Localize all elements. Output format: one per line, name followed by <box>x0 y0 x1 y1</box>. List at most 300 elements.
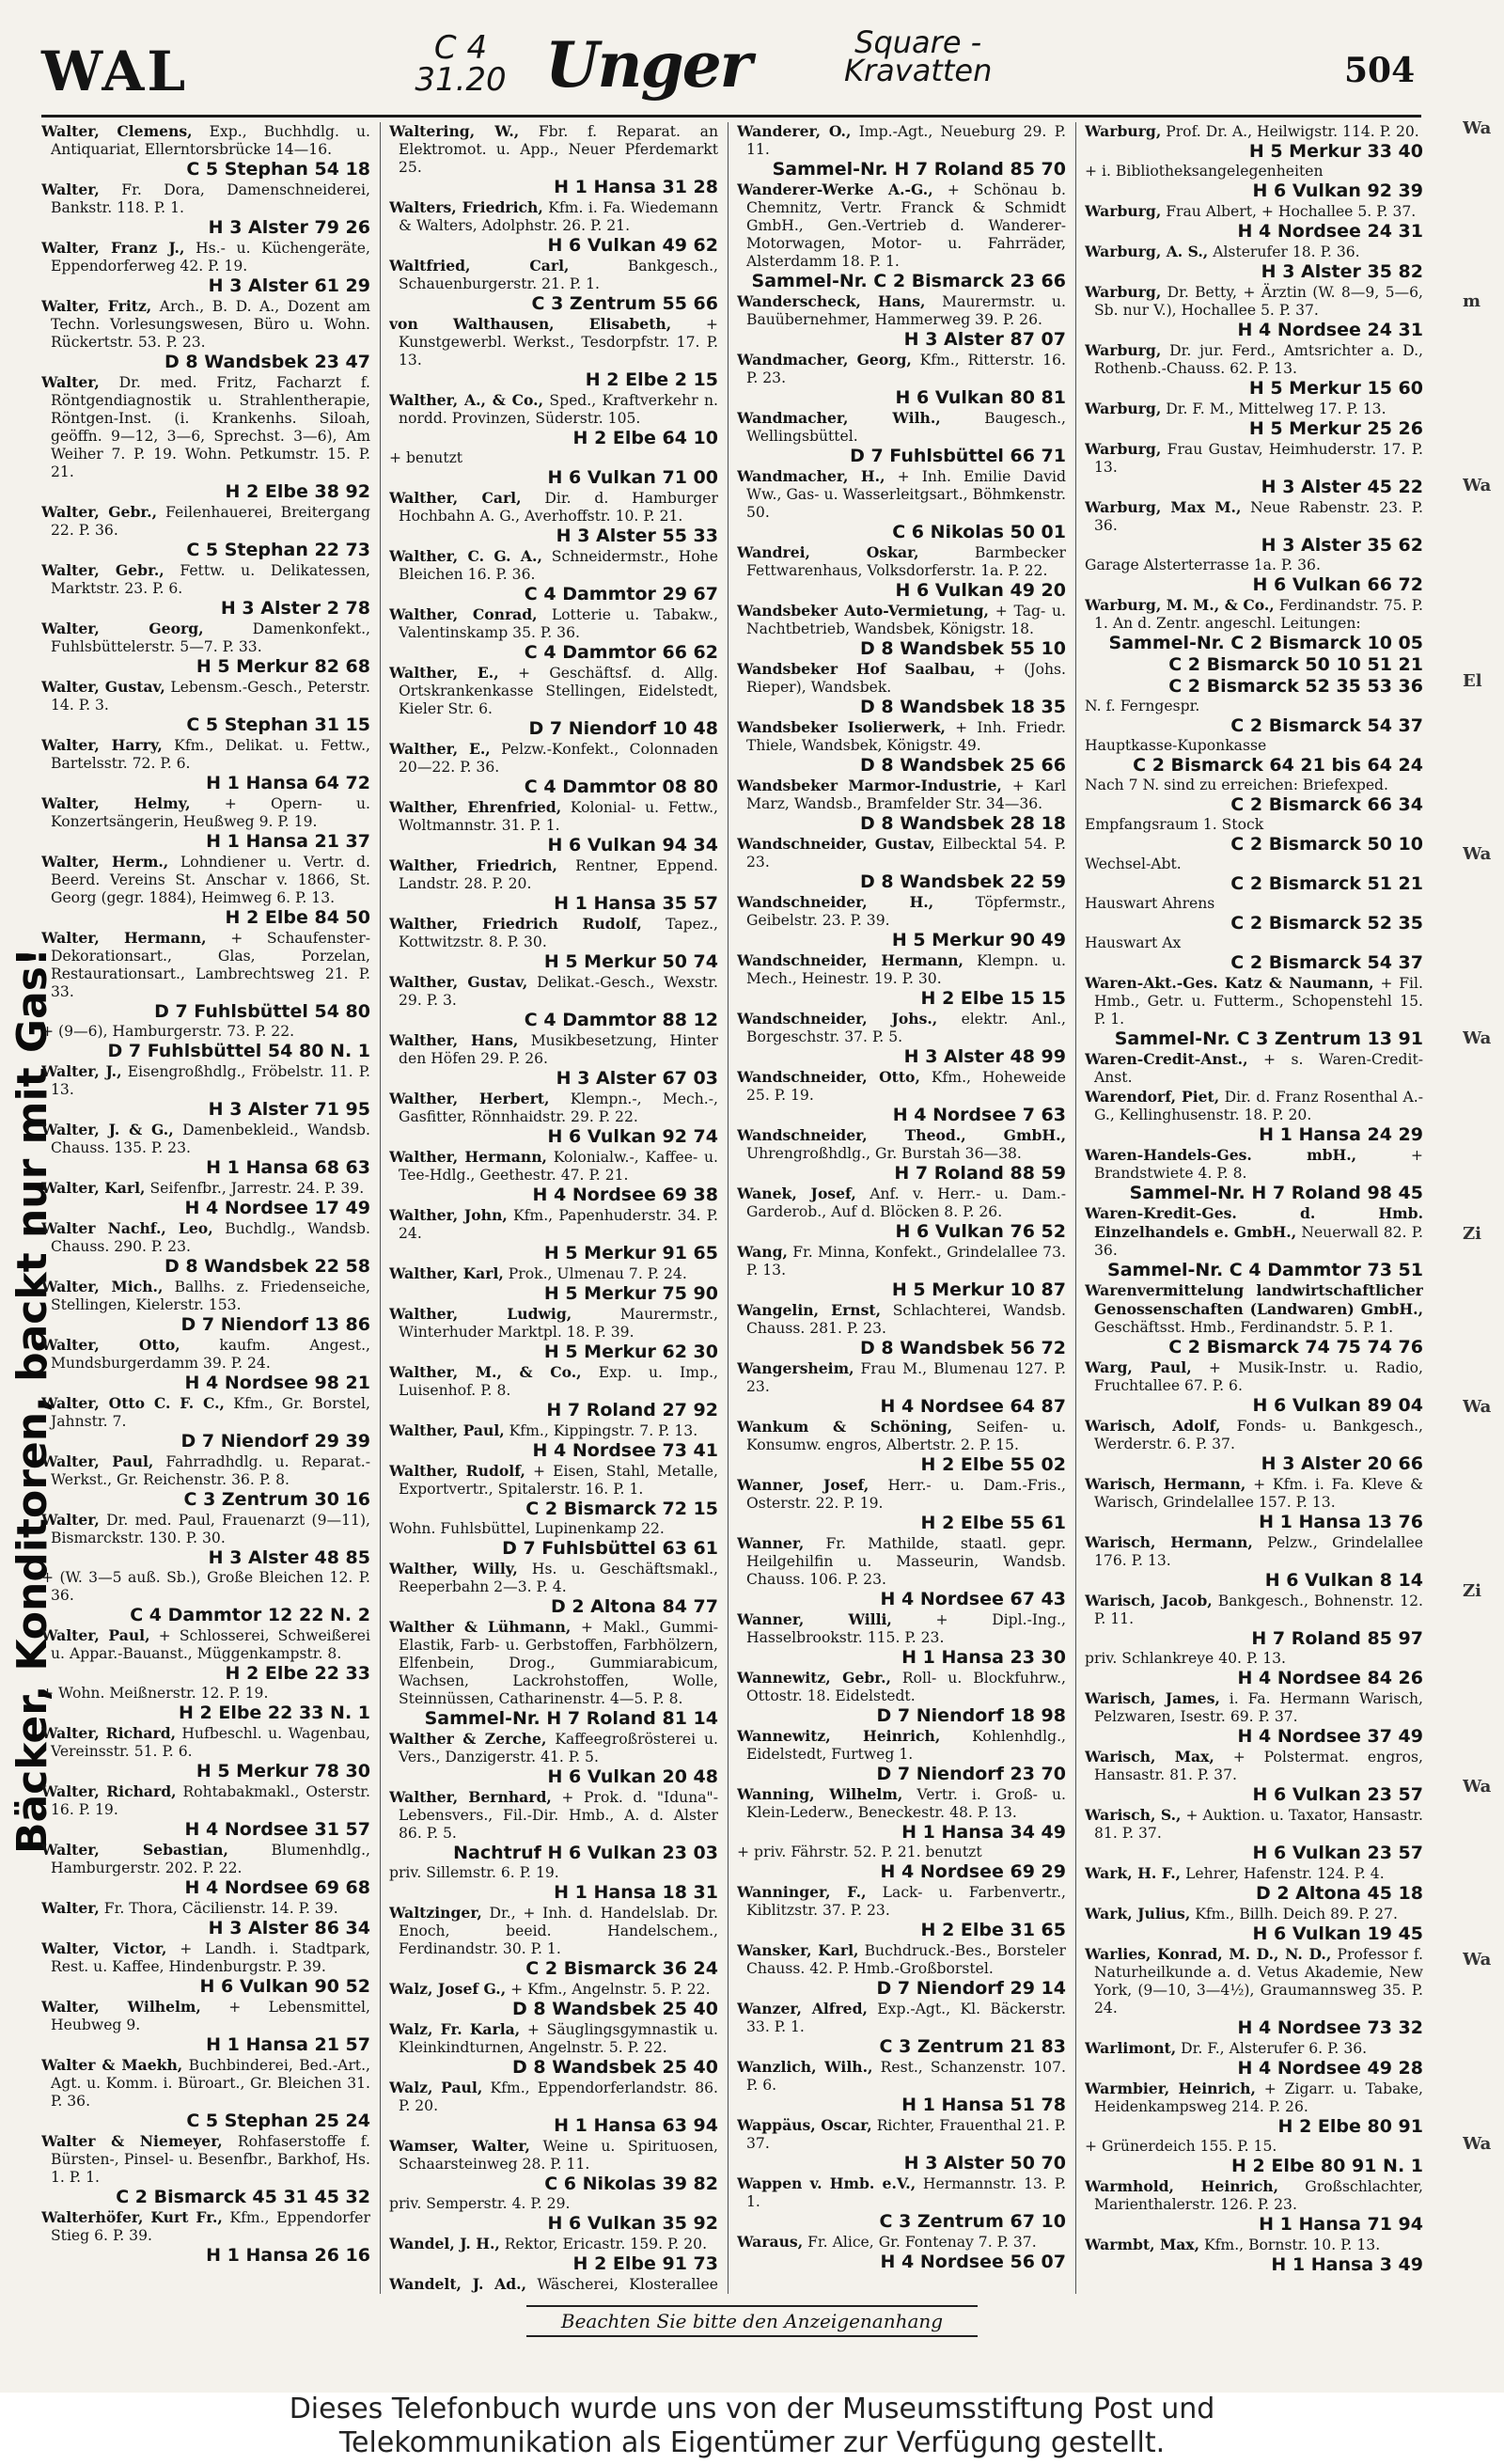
entry-name: Walther, Ehrenfried, <box>389 798 562 816</box>
entry-phone-number: H 4 Nordsee 37 49 <box>1237 1726 1423 1747</box>
entry-details: Rohtabakmakl., Osterstr. 16. P. 19. <box>51 1783 370 1818</box>
page-number: 504 <box>1344 51 1416 90</box>
entry-details: Blumenhdlg., Hamburgerstr. 202. P. 22. <box>51 1842 370 1876</box>
entry-phone-number: H 3 Alster 35 62 <box>1261 535 1423 556</box>
entry-details: Exp. u. Imp., Luisenhof. P. 8. <box>399 1364 718 1399</box>
directory-entry <box>389 1363 718 1420</box>
entry-name: Warmhold, Heinrich, <box>1085 2177 1278 2195</box>
entry-name: Wandschneider, Johs., <box>737 1010 938 1028</box>
entry-phone-number: D 7 Fuhlsbüttel 54 80 <box>154 1001 370 1022</box>
directory-entry <box>1085 676 1423 697</box>
entry-name: Walter, Wilhelm, <box>41 1998 201 2016</box>
entry-phone-number: Sammel-Nr. H 7 Roland 98 45 <box>1129 1183 1423 1203</box>
entry-name: Wannewitz, Heinrich, <box>737 1727 941 1745</box>
entry-details: Empfangsraum 1. Stock <box>1085 816 1264 833</box>
directory-entry <box>737 602 1066 659</box>
directory-entry <box>1085 855 1423 894</box>
entry-details: Roll- u. Blockfuhrw., Ottostr. 18. Eidelstedt. <box>746 1670 1066 1704</box>
entry-details: Lebensm.-Gesch., Peterstr. 14. P. 3. <box>51 679 370 714</box>
entry-name: Wandschneider, Gustav, <box>737 835 935 853</box>
entry-phone-number: C 2 Bismarck 52 35 <box>1230 913 1423 934</box>
directory-entry <box>737 180 1066 291</box>
entry-name: Wankum & Schöning, <box>737 1418 953 1436</box>
entry-phone-number: H 4 Nordsee 67 43 <box>880 1589 1066 1609</box>
entry-details: Seifenfbr., Jarrestr. 24. P. 39. <box>149 1180 365 1197</box>
directory-entry <box>41 1336 370 1393</box>
entry-phone-number: D 7 Fuhlsbüttel 54 80 N. 1 <box>107 1041 370 1061</box>
entry-phone-number: H 2 Elbe 80 91 <box>1277 2116 1423 2137</box>
entry-name: Walter, Sebastian, <box>41 1841 228 1859</box>
entry-phone-number: C 2 Bismarck 51 21 <box>1230 873 1423 894</box>
entry-phone-number: Sammel-Nr. H 7 Roland 81 14 <box>424 1708 718 1729</box>
entry-details: Fonds- u. Bankgesch., Werderstr. 6. P. 37. <box>1094 1418 1423 1452</box>
entry-phone-number: H 6 Vulkan 94 34 <box>547 835 718 855</box>
entry-name: Wanzlich, Wilh., <box>737 2058 873 2076</box>
directory-entry <box>389 1618 718 1729</box>
entry-details: + s. Waren-Credit-Anst. <box>1094 1051 1423 1086</box>
entry-details: + Dipl.-Ing., Hasselbrookstr. 115. P. 23. <box>746 1611 1066 1646</box>
entry-phone-number: H 2 Elbe 91 73 <box>572 2253 718 2274</box>
entry-phone-number: H 4 Nordsee 49 28 <box>1237 2058 1423 2079</box>
entry-phone-number: D 8 Wandsbek 25 40 <box>512 1999 718 2019</box>
entry-details: Kfm., Eppendorfer Stieg 6. P. 39. <box>51 2209 370 2244</box>
directory-entry <box>737 1126 1066 1184</box>
entry-details: Frau Albert, + Hochallee 5. P. 37. <box>1166 203 1417 220</box>
directory-entry <box>389 2137 718 2194</box>
entry-phone-number: H 4 Nordsee 31 57 <box>184 1819 370 1840</box>
entry-phone-number: D 8 Wandsbek 23 47 <box>164 352 370 372</box>
directory-entry <box>41 678 370 735</box>
entry-details: Bankgesch., Schauenburgerstr. 21. P. 1. <box>399 258 718 292</box>
directory-entry <box>389 489 718 546</box>
entry-details: Eisengroßhdlg., Fröbelstr. 11. P. 13. <box>51 1063 370 1098</box>
entry-name: Warisch, Jacob, <box>1085 1592 1213 1609</box>
entry-phone-number: C 4 Dammtor 12 22 N. 2 <box>130 1605 370 1625</box>
entry-name: Waltfried, Carl, <box>389 257 570 275</box>
directory-entry <box>389 391 718 448</box>
entry-phone-number: H 4 Nordsee 84 26 <box>1237 1668 1423 1688</box>
directory-entry <box>737 2233 1066 2272</box>
entry-phone-number: H 2 Elbe 55 02 <box>920 1454 1066 1475</box>
entry-name: Walther, E., <box>389 740 491 758</box>
directory-entry <box>41 853 370 928</box>
entry-name: Walter, Richard, <box>41 1724 177 1742</box>
entry-name: Walter Nachf., Leo, <box>41 1219 213 1237</box>
entry-name: Walther, E., <box>389 664 499 682</box>
entry-name: Wandmacher, Wilh., <box>737 409 941 427</box>
entry-details: Maurermstr., Winterhuder Marktpl. 18. P. 39. <box>399 1306 718 1341</box>
entry-name: Walther, M., & Co., <box>389 1363 582 1381</box>
directory-entry <box>41 239 370 296</box>
entry-name: Walter & Niemeyer, <box>41 2132 223 2150</box>
entry-name: Wark, H. F., <box>1085 1864 1182 1882</box>
entry-name: Wandsbeker Isolierwerk, <box>737 718 946 736</box>
directory-entry <box>1085 1417 1423 1474</box>
entry-phone-number: H 2 Elbe 15 15 <box>920 988 1066 1009</box>
entry-details: + Wohn. Meißnerstr. 12. P. 19. <box>41 1685 269 1702</box>
entry-phone-number: C 2 Bismarck 72 15 <box>525 1499 718 1519</box>
entry-details: + Auktion. u. Taxator, Hansastr. 81. P. 37. <box>1094 1807 1423 1842</box>
page-title: WAL <box>41 39 189 103</box>
entry-name: Wandsbeker Marmor-Industrie, <box>737 777 1002 794</box>
entry-name: Wanderscheck, Hans, <box>737 292 926 310</box>
directory-entry <box>389 122 718 197</box>
entry-name: Warlimont, <box>1085 2039 1177 2057</box>
entry-phone-number: H 1 Hansa 63 94 <box>554 2115 718 2136</box>
entry-name: Walther & Zerche, <box>389 1730 547 1748</box>
directory-entry <box>41 1841 370 1898</box>
directory-entry <box>1085 400 1423 439</box>
entry-name: Wandschneider, Hermann, <box>737 951 964 969</box>
entry-phone-number: H 5 Merkur 78 30 <box>196 1761 370 1781</box>
directory-entry <box>1085 777 1423 815</box>
directory-entry <box>1085 163 1423 201</box>
directory-entry <box>737 893 1066 950</box>
entry-details: Hauswart Ax <box>1085 934 1182 951</box>
page-header <box>0 24 1504 113</box>
directory-entry <box>737 1534 1066 1609</box>
entry-details: Hauptkasse-Kuponkasse <box>1085 737 1267 754</box>
handwritten-note-line2: 31.20 <box>415 61 507 99</box>
directory-entry <box>389 1520 718 1559</box>
entry-details: Buchdruck.-Bes., Borsteler Chauss. 42. P. Hmb.-Großborstel. <box>746 1942 1066 1977</box>
entry-phone-number: H 6 Vulkan 23 57 <box>1252 1784 1423 1805</box>
directory-entry <box>41 794 370 852</box>
entry-name: Wandschneider, Theod., GmbH., <box>737 1126 1066 1144</box>
directory-entry <box>41 1626 370 1684</box>
directory-entry <box>389 547 718 604</box>
adjacent-page-fragment: Wa <box>1463 1777 1492 1797</box>
entry-phone-number: C 5 Stephan 22 73 <box>186 540 370 560</box>
entry-phone-number: H 1 Hansa 18 31 <box>554 1882 718 1903</box>
entry-name: Wandmacher, H., <box>737 467 885 485</box>
entry-name: Warg, Paul, <box>1085 1358 1192 1376</box>
entry-phone-number: D 8 Wandsbek 22 59 <box>860 871 1066 892</box>
entry-phone-number: H 6 Vulkan 35 92 <box>547 2213 718 2234</box>
entry-phone-number: C 6 Nikolas 50 01 <box>892 522 1066 542</box>
entry-phone-number: H 6 Vulkan 49 20 <box>895 580 1066 601</box>
entry-name: Wandschneider, H., <box>737 893 934 911</box>
entry-phone-number: Sammel-Nr. C 4 Dammtor 73 51 <box>1107 1260 1423 1280</box>
entry-phone-number: H 5 Merkur 91 65 <box>543 1243 718 1263</box>
entry-name: Waren-Credit-Anst., <box>1085 1050 1248 1068</box>
entry-details: Frau Gustav, Heimhuderstr. 17. P. 13. <box>1094 441 1423 476</box>
entry-details: + Polstermat. engros, Hansastr. 81. P. 37. <box>1094 1749 1423 1783</box>
directory-entry <box>41 929 370 1022</box>
entry-name: Walter, <box>41 1511 100 1529</box>
entry-phone-number: H 6 Vulkan 66 72 <box>1252 574 1423 595</box>
directory-entry <box>41 2056 370 2131</box>
entry-name: Wansker, Karl, <box>737 1941 859 1959</box>
directory-entry <box>389 1421 718 1461</box>
entry-details: + (9—6), Hamburgerstr. 73. P. 22. <box>41 1023 295 1040</box>
entry-phone-number: H 3 Alster 55 33 <box>556 526 718 546</box>
entry-details: Fr. Alice, Gr. Fontenay 7. P. 37. <box>807 2234 1037 2251</box>
entry-details: Schlachterei, Wandsb. Chauss. 281. P. 23. <box>746 1302 1066 1337</box>
entry-name: Walther & Lühmann, <box>389 1618 572 1636</box>
entry-details: + Fil. Hmb., Getr. u. Futterm., Schopenstehl 15. P. 1. <box>1094 975 1423 1028</box>
entry-phone-number: C 4 Dammtor 08 80 <box>524 777 718 797</box>
entry-name: Waltering, W., <box>389 122 520 140</box>
entry-details: Hufbeschl. u. Wagenbau, Vereinsstr. 51. P. 6. <box>51 1725 370 1760</box>
entry-name: Warenvermittelung landwirtschaftlicher Genossenschaften (Landwaren) GmbH., <box>1085 1281 1423 1318</box>
entry-details: Kohlenhdlg., Eidelstedt, Furtweg 1. <box>746 1728 1066 1763</box>
adjacent-page-fragment: Zi <box>1463 1224 1481 1244</box>
entry-details: Lohndiener u. Vertr. d. Beerd. Vereins St. Anschar v. 1866, St. Georg (gegr. 1884), Heimweg 6. P. 13. <box>51 854 370 906</box>
entry-name: Walz, Fr. Karla, <box>389 2020 521 2038</box>
listing-columns <box>41 122 1423 2294</box>
directory-entry <box>41 736 370 793</box>
directory-entry <box>389 1980 718 2019</box>
directory-entry <box>737 122 1066 180</box>
entry-phone-number: H 3 Alster 20 66 <box>1261 1453 1423 1474</box>
adjacent-page-fragment: Wa <box>1463 1950 1492 1970</box>
directory-entry <box>737 1243 1066 1300</box>
entry-phone-number: H 6 Vulkan 49 62 <box>547 235 718 256</box>
entry-details: Lack- u. Farbenvertr., Kiblitzstr. 37. P. 23. <box>746 1884 1066 1919</box>
entry-phone-number: H 3 Alster 86 34 <box>208 1918 370 1938</box>
entry-phone-number: H 2 Elbe 22 33 N. 1 <box>178 1703 370 1723</box>
entry-phone-number: H 2 Elbe 80 91 N. 1 <box>1230 2156 1423 2176</box>
directory-entry <box>389 1031 718 1089</box>
directory-entry <box>41 1452 370 1510</box>
archive-banner-line2: Telekommunikation als Eigentümer zur Verfügung gestellt. <box>338 2426 1166 2459</box>
entry-name: Walther, C. G. A., <box>389 547 542 565</box>
directory-entry <box>1085 1050 1423 1087</box>
entry-name: Walter, Mich., <box>41 1278 164 1295</box>
entry-name: Walter, Herm., <box>41 853 169 871</box>
directory-entry <box>1085 202 1423 242</box>
entry-phone-number: H 5 Merkur 15 60 <box>1248 378 1423 399</box>
entry-details: Kfm., Delikat. u. Fettw., Bartelsstr. 72. P. 6. <box>51 737 370 772</box>
directory-entry <box>389 1730 718 1787</box>
entry-phone-number: C 2 Bismarck 66 34 <box>1230 794 1423 815</box>
entry-name: Walz, Paul, <box>389 2079 483 2096</box>
entry-phone-number: C 2 Bismarck 36 24 <box>525 1958 718 1979</box>
entry-name: Walther, Karl, <box>389 1264 504 1282</box>
entry-name: Wanderer, O., <box>737 122 852 140</box>
entry-phone-number: H 3 Alster 79 26 <box>208 217 370 238</box>
entry-phone-number: C 2 Bismarck 50 10 51 21 <box>1168 654 1423 675</box>
entry-phone-number: H 4 Nordsee 7 63 <box>892 1105 1066 1125</box>
entry-phone-number: D 7 Niendorf 18 98 <box>876 1705 1066 1726</box>
entry-details: Dr. med. Fritz, Facharzt f. Röntgendiagnostik u. Strahlentherapie, Röntgen-Inst. (i. Krankenhs. Siloah, geöffn. 9—12, 3—6, Sprechst. 3—6), Am Weiher 7. P. 19. Wohn. Petkumstr. 15. P. 21. <box>51 374 370 480</box>
entry-details: Fr. Minna, Konfekt., Grindelallee 73. P. 13. <box>746 1244 1066 1279</box>
entry-phone-number: D 8 Wandsbek 25 40 <box>512 2057 718 2078</box>
directory-entry <box>41 180 370 238</box>
directory-entry <box>41 297 370 372</box>
entry-name: Walter & Maekh, <box>41 2056 183 2074</box>
directory-entry <box>1085 283 1423 340</box>
entry-phone-number: H 6 Vulkan 92 39 <box>1252 180 1423 201</box>
directory-entry <box>737 2174 1066 2232</box>
directory-entry <box>41 1278 370 1335</box>
entry-phone-number: H 4 Nordsee 24 31 <box>1237 221 1423 242</box>
column-divider <box>1075 122 1076 2294</box>
entry-details: Dir. d. Franz Rosenthal A.-G., Kellinghusenstr. 18. P. 20. <box>1094 1089 1423 1123</box>
entry-phone-number: H 2 Elbe 38 92 <box>225 481 370 502</box>
entry-details: Anf. v. Herr.- u. Dam.-Garderob., Auf d. Blöcken 8. P. 26. <box>746 1185 1066 1220</box>
entry-details: + Kfm., Angelnstr. 5. P. 22. <box>510 1981 711 1998</box>
adjacent-page-fragment: Wa <box>1463 2134 1492 2154</box>
entry-name: Warburg, <box>1085 400 1162 417</box>
directory-entry <box>389 1148 718 1205</box>
entry-phone-number: H 5 Merkur 82 68 <box>196 656 370 677</box>
entry-details: Eilbecktal 54. P. 23. <box>746 836 1066 871</box>
directory-entry <box>737 1010 1066 1067</box>
entry-details: priv. Sillemstr. 6. P. 19. <box>389 1864 559 1881</box>
entry-phone-number: C 3 Zentrum 21 83 <box>879 2036 1066 2057</box>
directory-entry <box>737 1185 1066 1242</box>
entry-details: Hermannstr. 13. P. 1. <box>746 2175 1066 2210</box>
entry-phone-number: Sammel-Nr. C 2 Bismarck 23 66 <box>751 271 1066 291</box>
entry-phone-number: H 4 Nordsee 17 49 <box>184 1198 370 1218</box>
listing-column-4 <box>1085 122 1423 2294</box>
directory-entry <box>389 2235 718 2274</box>
directory-entry <box>737 951 1066 1009</box>
entry-details: Hs. u. Geschäftsmakl., Reeperbahn 2—3. P. 4. <box>399 1561 718 1595</box>
entry-phone-number: D 7 Niendorf 10 48 <box>528 718 718 739</box>
entry-name: Walter, <box>41 373 100 391</box>
entry-phone-number: H 2 Elbe 64 10 <box>572 428 718 448</box>
entry-details: Wohn. Fuhlsbüttel, Lupinenkamp 22. <box>389 1520 665 1537</box>
entry-name: Warisch, Hermann, <box>1085 1533 1253 1551</box>
directory-entry <box>389 1560 718 1617</box>
directory-entry <box>1085 122 1423 162</box>
directory-entry <box>1085 1592 1423 1649</box>
entry-name: Wangelin, Ernst, <box>737 1301 882 1319</box>
directory-entry <box>737 2058 1066 2115</box>
entry-details: Rohfaserstoffe f. Bürsten-, Pinsel- u. Besenfbr., Barkhof, Hs. 1. P. 1. <box>51 2133 370 2186</box>
entry-phone-number: D 7 Niendorf 23 70 <box>876 1764 1066 1784</box>
entry-details: Dr. jur. Ferd., Amtsrichter a. D., Rothenb.-Chauss. 62. P. 13. <box>1094 342 1423 377</box>
directory-entry <box>737 1785 1066 1843</box>
entry-phone-number: C 2 Bismarck 74 75 74 76 <box>1168 1337 1423 1358</box>
entry-phone-number: Nachtruf H 6 Vulkan 23 03 <box>453 1843 718 1863</box>
entry-details: Rentner, Eppend. Landstr. 28. P. 20. <box>399 857 718 892</box>
directory-entry <box>1085 1281 1423 1358</box>
directory-entry <box>41 1685 370 1723</box>
entry-details: Buchbinderei, Bed.-Art., Agt. u. Komm. i. Büroart., Gr. Bleichen 31. P. 36. <box>51 2057 370 2110</box>
directory-entry <box>1085 1475 1423 1532</box>
directory-entry <box>737 2000 1066 2057</box>
directory-entry <box>389 915 718 972</box>
entry-details: Fr. Dora, Damenschneiderei, Bankstr. 118. P. 1. <box>51 181 370 216</box>
entry-name: Wanner, Josef, <box>737 1476 870 1494</box>
entry-name: Wandmacher, Georg, <box>737 351 912 369</box>
directory-entry <box>41 1394 370 1452</box>
entry-phone-number: H 3 Alster 48 85 <box>208 1547 370 1568</box>
entry-phone-number: H 2 Elbe 84 50 <box>225 907 370 928</box>
entry-details: Kfm., Eppendorferlandstr. 86. P. 20. <box>399 2079 718 2114</box>
entry-details: Weine u. Spirituosen, Schaarsteinweg 28. P. 11. <box>399 2138 718 2173</box>
directory-entry <box>737 1301 1066 1358</box>
entry-name: Walter, Hermann, <box>41 929 207 947</box>
entry-name: Walz, Josef G., <box>389 1980 507 1998</box>
entry-phone-number: H 7 Roland 27 92 <box>546 1400 718 1420</box>
entry-name: Walter, Richard, <box>41 1782 177 1800</box>
directory-entry <box>1085 816 1423 855</box>
entry-details: Pelzw., Grindelallee 176. P. 13. <box>1094 1534 1423 1569</box>
entry-name: Wandsbeker Hof Saalbau, <box>737 660 976 678</box>
entry-name: Wandel, J. H., <box>389 2235 500 2252</box>
entry-name: Wappäus, Oscar, <box>737 2116 872 2134</box>
directory-entry <box>389 856 718 914</box>
directory-entry <box>1085 698 1423 736</box>
entry-phone-number: C 2 Bismarck 45 31 45 32 <box>116 2187 370 2207</box>
entry-phone-number: C 2 Bismarck 54 37 <box>1230 715 1423 736</box>
directory-entry <box>737 467 1066 542</box>
entry-phone-number: H 1 Hansa 21 37 <box>206 831 370 852</box>
entry-name: Waren-Kredit-Ges. d. Hmb. Einzelhandels e. GmbH., <box>1085 1204 1423 1241</box>
entry-details: Sped., Kraftverkehr n. nordd. Provinzen, Süderstr. 105. <box>399 392 718 427</box>
entry-details: + Schlosserei, Schweißerei u. Appar.-Bauanst., Müggenkampstr. 8. <box>51 1627 370 1662</box>
listing-column-1 <box>41 122 370 2294</box>
entry-details: Herr.- u. Dam.-Fris., Osterstr. 22. P. 19. <box>746 1477 1066 1512</box>
entry-name: Warisch, Max, <box>1085 1748 1214 1766</box>
directory-entry <box>389 740 718 797</box>
entry-name: Walther, Conrad, <box>389 605 538 623</box>
adjacent-page-fragment: Wa <box>1463 1397 1492 1417</box>
entry-name: Warburg, A. S., <box>1085 243 1209 260</box>
entry-details: Exp., Buchhdlg. u. Antiquariat, Ellerntorsbrücke 14—16. <box>51 123 370 158</box>
entry-name: Walter, Gebr., <box>41 561 164 579</box>
entry-phone-number: H 3 Alster 45 22 <box>1261 477 1423 497</box>
entry-phone-number: H 5 Merkur 50 74 <box>543 951 718 972</box>
directory-entry <box>41 1219 370 1277</box>
directory-entry <box>389 973 718 1030</box>
entry-details: Pelzw.-Konfekt., Colonnaden 20—22. P. 36. <box>399 741 718 776</box>
adjacent-page-fragment: El <box>1463 671 1482 691</box>
entry-phone-number: H 4 Nordsee 69 38 <box>532 1185 718 1205</box>
entry-name: Walter, J. & G., <box>41 1121 174 1138</box>
entry-phone-number: Sammel-Nr. C 3 Zentrum 13 91 <box>1114 1028 1423 1049</box>
entry-phone-number: H 5 Merkur 62 30 <box>543 1342 718 1362</box>
entry-details: + i. Bibliotheksangelegenheiten <box>1085 163 1324 180</box>
entry-phone-number: H 4 Nordsee 98 21 <box>184 1373 370 1393</box>
directory-entry <box>41 1023 370 1061</box>
entry-details: Hs.- u. Küchengeräte, Eppendorferweg 42. P. 19. <box>51 240 370 275</box>
directory-entry <box>389 1904 718 1979</box>
entry-phone-number: H 7 Roland 85 97 <box>1251 1628 1423 1649</box>
entry-phone-number: H 1 Hansa 21 57 <box>206 2034 370 2055</box>
listing-column-3 <box>737 122 1066 2294</box>
directory-entry <box>1085 1689 1423 1747</box>
directory-entry <box>389 1206 718 1263</box>
directory-entry <box>389 664 718 739</box>
directory-entry <box>389 605 718 663</box>
entry-name: Walther, Rudolf, <box>389 1462 525 1480</box>
entry-phone-number: H 2 Elbe 31 65 <box>920 1920 1066 1940</box>
entry-phone-number: H 4 Nordsee 24 31 <box>1237 320 1423 340</box>
entry-details: Rektor, Ericastr. 159. P. 20. <box>504 2236 708 2252</box>
entry-details: Damenbekleid., Wandsb. Chauss. 135. P. 23. <box>51 1122 370 1156</box>
advertiser-logo: Unger <box>545 28 751 102</box>
entry-details: N. f. Ferngespr. <box>1085 698 1200 714</box>
entry-details: + (Johs. Rieper), Wandsbek. <box>746 661 1066 696</box>
entry-name: Wanninger, F., <box>737 1883 867 1901</box>
adjacent-page-fragment: Wa <box>1463 1028 1492 1048</box>
entry-phone-number: H 3 Alster 67 03 <box>556 1068 718 1089</box>
entry-phone-number: D 7 Niendorf 13 86 <box>180 1314 370 1335</box>
directory-entry <box>1085 2039 1423 2079</box>
entry-phone-number: H 3 Alster 61 29 <box>208 275 370 296</box>
entry-details: Frau M., Blumenau 127. P. 23. <box>746 1360 1066 1395</box>
directory-entry <box>1085 654 1423 675</box>
directory-entry <box>1085 341 1423 399</box>
entry-details: Neuerwall 82. P. 36. <box>1094 1224 1423 1259</box>
entry-details: Prok., Ulmenau 7. P. 24. <box>508 1265 687 1282</box>
